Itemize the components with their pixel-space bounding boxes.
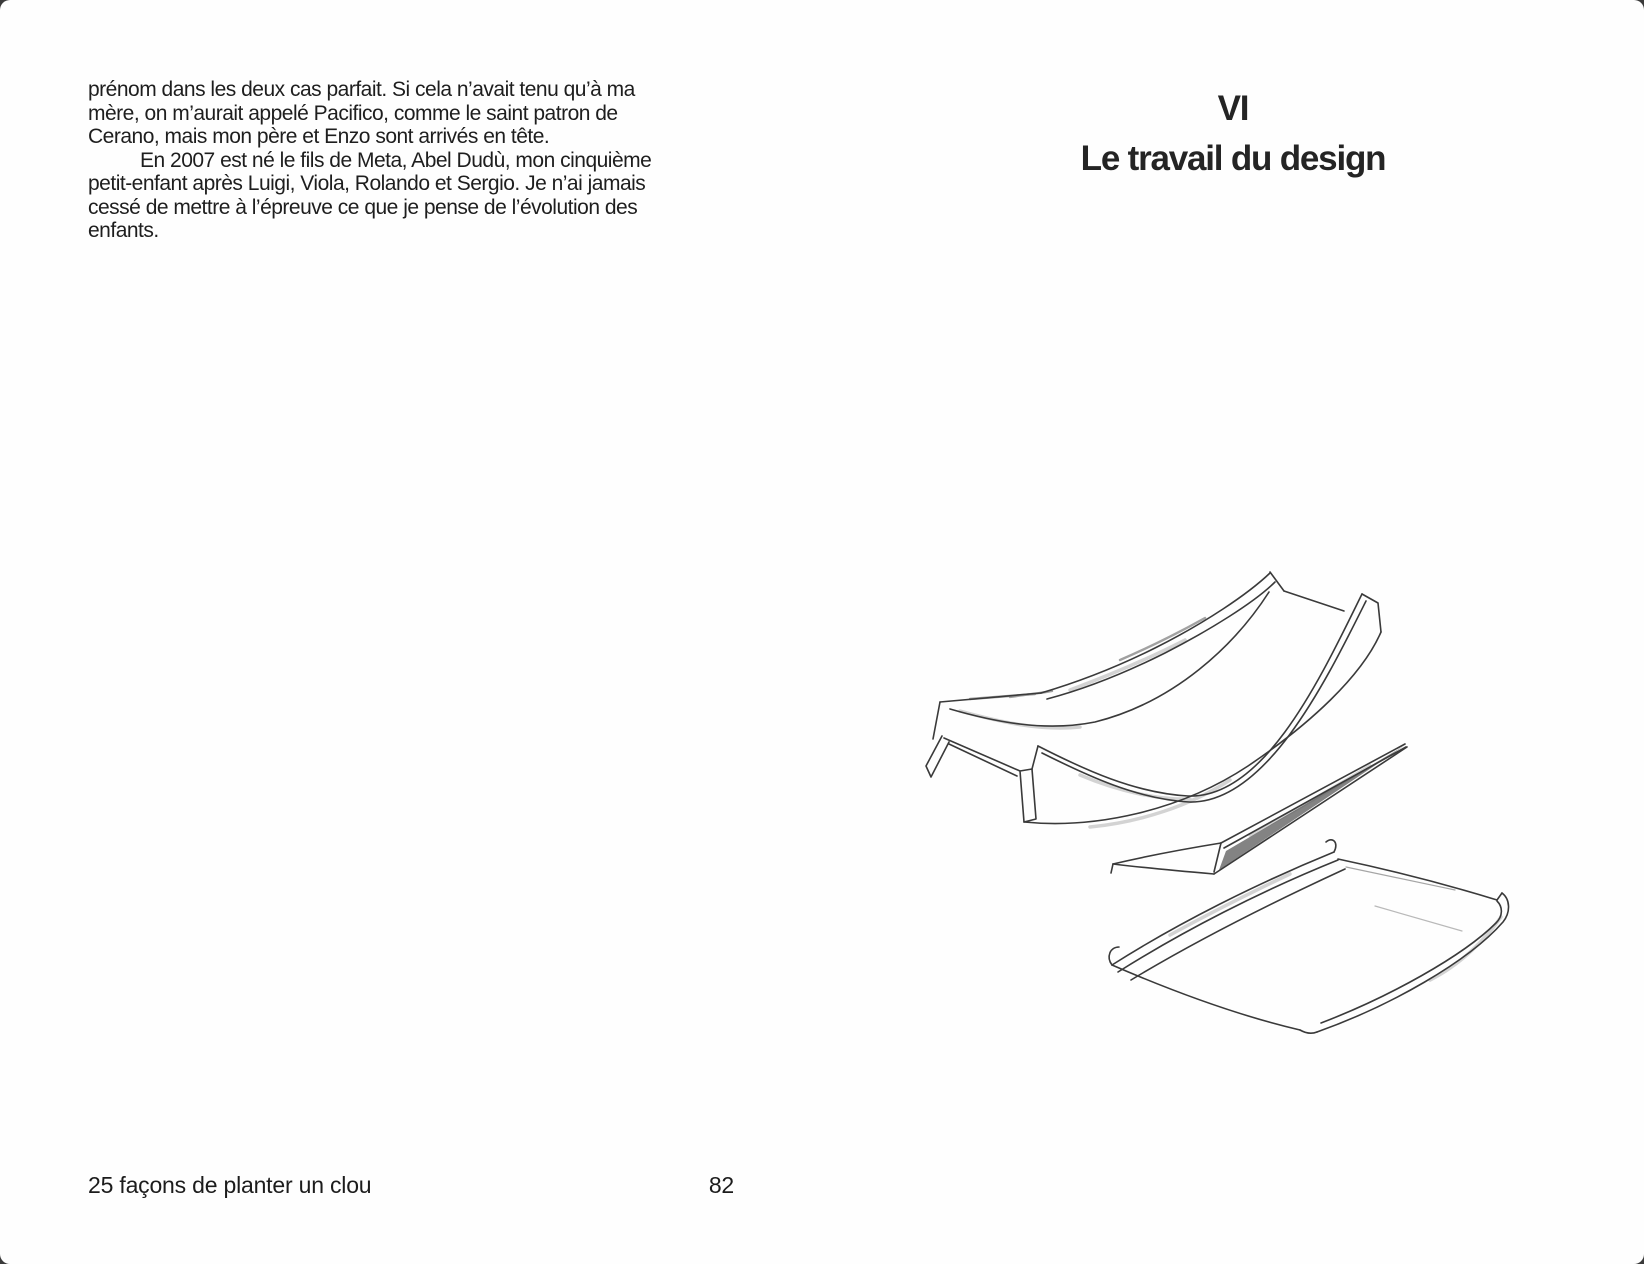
text-line: En 2007 est né le fils de Meta, Abel Dudù, mon cinquième <box>140 148 652 172</box>
book-title: 25 façons de planter un clou <box>88 1172 372 1198</box>
page-footer <box>88 1172 734 1198</box>
text-line: Cerano, mais mon père et Enzo sont arrivés en tête. <box>88 125 550 148</box>
text-line: petit-enfant après Luigi, Viola, Rolando et Sergio. Je n’ai jamais <box>88 172 646 195</box>
text-line: mère, on m’aurait appelé Pacifico, comme le saint patron de <box>88 101 618 125</box>
text-line: cessé de mettre à l’épreuve ce que je pense de l’évolution des <box>88 195 638 219</box>
chapter-title: Le travail du design <box>1080 139 1386 178</box>
putrella-ibeam-tray-sketch <box>926 572 1381 823</box>
body-text <box>88 78 708 243</box>
tray-sketch-illustration <box>870 470 1530 1050</box>
rectangular-tray-sketch <box>1109 840 1508 1034</box>
paragraph <box>88 78 708 149</box>
text-line: prénom dans les deux cas parfait. Si cela n’avait tenu qu’à ma <box>88 78 635 101</box>
text-line: enfants. <box>88 219 159 242</box>
pencil-shading <box>960 640 1501 980</box>
chapter-number: VI <box>1217 89 1249 128</box>
page-number: 82 <box>708 1172 734 1198</box>
paragraph <box>88 149 708 243</box>
chapter-heading <box>822 84 1644 184</box>
